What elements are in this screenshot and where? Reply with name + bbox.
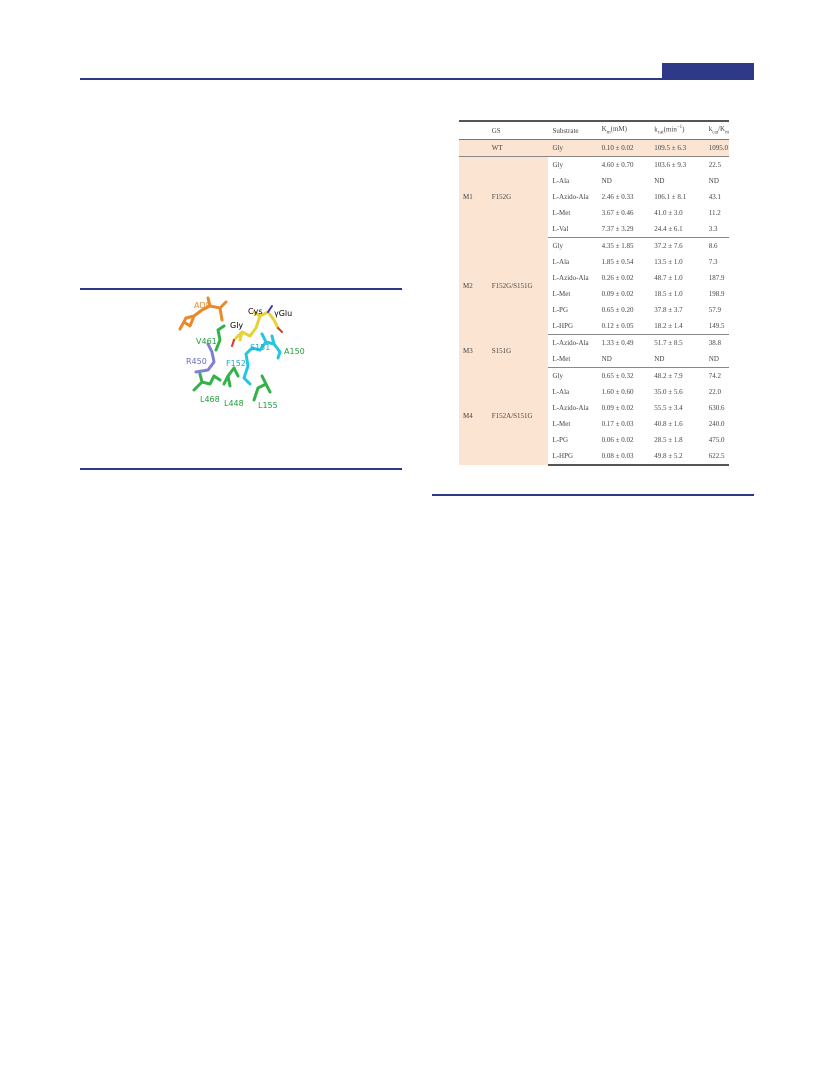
cell-kcat: 35.0 ± 5.6 bbox=[654, 388, 683, 396]
a150-stick bbox=[274, 344, 280, 358]
cell-substrate: Gly bbox=[552, 372, 563, 380]
cell-substrate: L-Azido-Ala bbox=[552, 339, 589, 347]
header-rule bbox=[80, 78, 754, 80]
col-header-substrate: Substrate bbox=[548, 121, 597, 140]
label-f152: F152 bbox=[226, 359, 246, 368]
cell-ratio: 630.6 bbox=[708, 404, 725, 412]
cell-kcat: 41.0 ± 3.0 bbox=[654, 209, 683, 217]
cell-kcat: 18.2 ± 1.4 bbox=[650, 318, 705, 335]
l448-stick bbox=[224, 368, 238, 386]
table-row-wt bbox=[459, 140, 729, 157]
cell-substrate: Gly bbox=[552, 242, 563, 250]
cell-ratio: ND bbox=[708, 177, 719, 185]
col-header-id bbox=[459, 121, 488, 140]
cell-ratio: ND bbox=[705, 351, 729, 368]
cell-km: ND bbox=[598, 351, 651, 368]
label-s151: S151 bbox=[250, 343, 271, 352]
cell-ratio: 7.3 bbox=[708, 258, 718, 266]
cell-km: 0.09 ± 0.02 bbox=[601, 290, 634, 298]
label-gly: Gly bbox=[230, 321, 244, 330]
cell-kcat: 48.7 ± 1.0 bbox=[654, 274, 683, 282]
cell-mutant: S151G bbox=[488, 335, 549, 368]
cell-group-id: M2 bbox=[459, 238, 488, 335]
label-yglu: γGlu bbox=[274, 309, 293, 318]
v461-stick bbox=[216, 326, 224, 350]
cell-substrate: Gly bbox=[548, 140, 597, 157]
cell-ratio: 198.9 bbox=[708, 290, 725, 298]
cell-ratio: 240.0 bbox=[708, 420, 725, 428]
table-header-row bbox=[459, 121, 729, 140]
cell-kcat: 55.5 ± 3.4 bbox=[654, 404, 683, 412]
cell-gs: WT bbox=[488, 140, 549, 157]
col-header-ratio: $k_{cat}/K_m$ bbox=[705, 121, 729, 140]
cell-kcat: 18.5 ± 1.0 bbox=[654, 290, 683, 298]
cell-kcat: 103.6 ± 9.3 bbox=[654, 161, 687, 169]
cell-ratio: 622.5 bbox=[705, 448, 729, 465]
f152-stick bbox=[244, 348, 260, 384]
cell-km: 0.08 ± 0.03 bbox=[598, 448, 651, 465]
cell-ratio: 187.9 bbox=[708, 274, 725, 282]
figure-top-rule bbox=[80, 288, 402, 290]
label-v461: V461 bbox=[196, 337, 217, 346]
cell-substrate: L-HPG bbox=[548, 318, 597, 335]
cell-km: ND bbox=[601, 177, 612, 185]
label-l448: L448 bbox=[224, 399, 244, 408]
label-r450: R450 bbox=[186, 357, 207, 366]
kinetics-table-wrap bbox=[459, 120, 729, 466]
cell-km: 1.33 ± 0.49 bbox=[601, 339, 634, 347]
cell-km: 3.67 ± 0.46 bbox=[601, 209, 634, 217]
cell-group-id: M1 bbox=[459, 157, 488, 238]
label-l155: L155 bbox=[258, 401, 278, 410]
table-row bbox=[459, 368, 729, 385]
cell-substrate: L-Ala bbox=[552, 177, 570, 185]
cell-ratio: 38.8 bbox=[708, 339, 722, 347]
cell-kcat: 51.7 ± 8.5 bbox=[654, 339, 683, 347]
col-header-gs: GS bbox=[488, 121, 549, 140]
cell-km: 0.65 ± 0.20 bbox=[601, 306, 634, 314]
cell-ratio: 57.9 bbox=[708, 306, 722, 314]
cell-substrate: L-Met bbox=[552, 290, 571, 298]
cell-ratio: 74.2 bbox=[708, 372, 722, 380]
cell-substrate: L-PG bbox=[552, 436, 568, 444]
kinetics-table bbox=[459, 120, 729, 466]
l155-stick bbox=[254, 376, 270, 400]
cell-ratio: 43.1 bbox=[708, 193, 722, 201]
cell-km: 0.65 ± 0.32 bbox=[601, 372, 634, 380]
cell-kcat: 49.8 ± 5.2 bbox=[650, 448, 705, 465]
cell-ratio: 11.2 bbox=[708, 209, 721, 217]
cell-kcat: 37.2 ± 7.6 bbox=[654, 242, 683, 250]
cell-km: 0.09 ± 0.02 bbox=[601, 404, 634, 412]
l468-stick bbox=[194, 374, 220, 390]
cell-kcat: 48.2 ± 7.9 bbox=[654, 372, 683, 380]
cell-kcat: 109.5 ± 6.3 bbox=[650, 140, 705, 157]
cell-substrate: L-Azido-Ala bbox=[552, 274, 589, 282]
cell-kcat: 28.5 ± 1.8 bbox=[654, 436, 683, 444]
cell-substrate: L-HPG bbox=[548, 448, 597, 465]
cell-substrate: L-Ala bbox=[552, 388, 570, 396]
cell-km: 0.06 ± 0.02 bbox=[601, 436, 634, 444]
cell-kcat: 24.4 ± 6.1 bbox=[650, 221, 705, 238]
table-row bbox=[459, 238, 729, 255]
figure-bottom-rule bbox=[80, 468, 402, 470]
cell-substrate: L-PG bbox=[552, 306, 568, 314]
cell-ratio: 22.0 bbox=[708, 388, 722, 396]
cell-group-id: M4 bbox=[459, 368, 488, 466]
cell-mutant: F152A/S151G bbox=[488, 368, 549, 466]
cell-substrate: L-Met bbox=[552, 420, 571, 428]
cell-km: 0.26 ± 0.02 bbox=[601, 274, 634, 282]
cell-group-id: M3 bbox=[459, 335, 488, 368]
cell-kcat: 13.5 ± 1.0 bbox=[654, 258, 683, 266]
cell-substrate: L-Azido-Ala bbox=[552, 404, 589, 412]
cell-mutant: F152G/S151G bbox=[488, 238, 549, 335]
cell-substrate: L-Ala bbox=[552, 258, 570, 266]
cell-ratio: 8.6 bbox=[708, 242, 718, 250]
cell-km: 0.12 ± 0.05 bbox=[598, 318, 651, 335]
label-l468: L468 bbox=[200, 395, 220, 404]
col-header-km: $K_m(mM)$ bbox=[598, 121, 651, 140]
table-row bbox=[459, 335, 729, 352]
cell-km: 4.60 ± 0.70 bbox=[601, 161, 634, 169]
cell-km: 1.85 ± 0.54 bbox=[601, 258, 634, 266]
header-tab bbox=[662, 63, 754, 79]
cell-km: 2.46 ± 0.33 bbox=[601, 193, 634, 201]
cell-kcat: 37.8 ± 3.7 bbox=[654, 306, 683, 314]
table-bottom-rule bbox=[432, 494, 754, 496]
cell-km: 0.17 ± 0.03 bbox=[601, 420, 634, 428]
cell-ratio: 149.5 bbox=[705, 318, 729, 335]
cell-kcat: ND bbox=[650, 351, 705, 368]
cell-mutant: F152G bbox=[488, 157, 549, 238]
cell-km: 1.60 ± 0.60 bbox=[601, 388, 634, 396]
table-row bbox=[459, 157, 729, 174]
cell-kcat: ND bbox=[654, 177, 665, 185]
label-cys: Cys bbox=[248, 307, 263, 316]
active-site-figure bbox=[150, 292, 315, 412]
cell-kcat: 40.8 ± 1.6 bbox=[654, 420, 683, 428]
cell-ratio: 1095.0 bbox=[705, 140, 729, 157]
cell-substrate: L-Met bbox=[552, 209, 571, 217]
cell-ratio: 22.5 bbox=[708, 161, 722, 169]
cell-substrate: Gly bbox=[552, 161, 563, 169]
cell-substrate: L-Azido-Ala bbox=[552, 193, 589, 201]
cell-ratio: 475.0 bbox=[708, 436, 725, 444]
col-header-kcat: $k_{cat}(\min^{-1})$ bbox=[650, 121, 705, 140]
cell-km: 4.35 ± 1.85 bbox=[601, 242, 634, 250]
active-site-structure bbox=[150, 292, 315, 412]
cell-kcat: 106.1 ± 8.1 bbox=[654, 193, 687, 201]
cell-km: 0.10 ± 0.02 bbox=[598, 140, 651, 157]
cell-ratio: 3.3 bbox=[705, 221, 729, 238]
label-adp: ADP bbox=[194, 301, 211, 310]
cell-substrate: L-Met bbox=[548, 351, 597, 368]
label-a150: A150 bbox=[284, 347, 305, 356]
cell-substrate: L-Val bbox=[548, 221, 597, 238]
cell-km: 7.37 ± 3.29 bbox=[598, 221, 651, 238]
